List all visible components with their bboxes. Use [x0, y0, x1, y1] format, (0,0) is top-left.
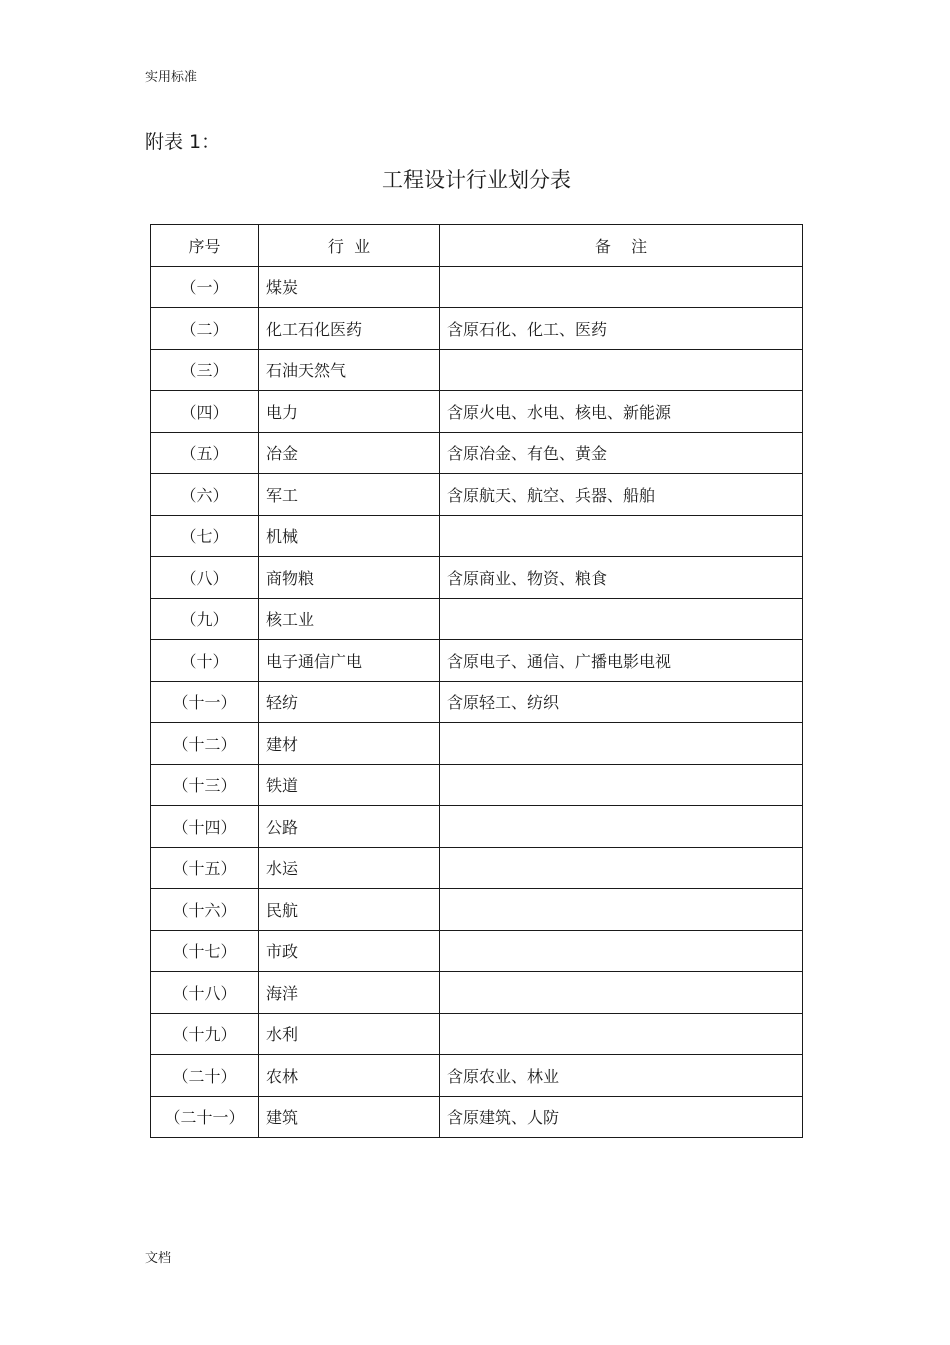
table-row — [151, 889, 803, 931]
cell-seq: （十六） — [151, 889, 259, 931]
table-row — [151, 1055, 803, 1097]
cell-seq: （十七） — [151, 930, 259, 972]
page-header: 实用标准 — [145, 70, 198, 85]
cell-industry: 电子通信广电 — [259, 640, 440, 682]
cell-seq: （十五） — [151, 847, 259, 889]
cell-seq: （十三） — [151, 764, 259, 806]
cell-note — [440, 723, 803, 765]
table-row — [151, 764, 803, 806]
table-row — [151, 847, 803, 889]
cell-industry: 铁道 — [259, 764, 440, 806]
cell-note — [440, 972, 803, 1014]
table-row — [151, 1096, 803, 1138]
cell-industry: 军工 — [259, 474, 440, 516]
cell-industry: 煤炭 — [259, 266, 440, 308]
table-row — [151, 972, 803, 1014]
table-row — [151, 474, 803, 516]
cell-seq: （五） — [151, 432, 259, 474]
cell-seq: （十八） — [151, 972, 259, 1014]
cell-note: 含原建筑、人防 — [440, 1096, 803, 1138]
cell-note — [440, 806, 803, 848]
table-row — [151, 1013, 803, 1055]
cell-industry: 海洋 — [259, 972, 440, 1014]
header-seq: 序号 — [151, 225, 259, 267]
cell-note — [440, 598, 803, 640]
cell-industry: 机械 — [259, 515, 440, 557]
cell-seq: （二十） — [151, 1055, 259, 1097]
cell-seq: （七） — [151, 515, 259, 557]
appendix-label: 附表 1： — [145, 131, 221, 153]
cell-note: 含原航天、航空、兵器、船舶 — [440, 474, 803, 516]
cell-seq: （十） — [151, 640, 259, 682]
header-industry: 行 业 — [259, 225, 440, 267]
cell-seq: （六） — [151, 474, 259, 516]
page-footer: 文档 — [145, 1251, 172, 1266]
cell-industry: 核工业 — [259, 598, 440, 640]
cell-industry: 水利 — [259, 1013, 440, 1055]
cell-note: 含原冶金、有色、黄金 — [440, 432, 803, 474]
table-body — [151, 266, 803, 1138]
header-note: 备 注 — [440, 225, 803, 267]
table-row — [151, 598, 803, 640]
cell-note: 含原商业、物资、粮食 — [440, 557, 803, 599]
cell-note — [440, 764, 803, 806]
cell-note — [440, 515, 803, 557]
cell-industry: 建材 — [259, 723, 440, 765]
cell-seq: （九） — [151, 598, 259, 640]
cell-note: 含原电子、通信、广播电影电视 — [440, 640, 803, 682]
cell-note — [440, 349, 803, 391]
cell-note: 含原农业、林业 — [440, 1055, 803, 1097]
industry-table-container — [150, 224, 803, 1138]
cell-industry: 公路 — [259, 806, 440, 848]
cell-seq: （十四） — [151, 806, 259, 848]
cell-industry: 农林 — [259, 1055, 440, 1097]
table-header-row — [151, 225, 803, 267]
table-row — [151, 432, 803, 474]
table-row — [151, 349, 803, 391]
table-row — [151, 930, 803, 972]
cell-seq: （十二） — [151, 723, 259, 765]
cell-note — [440, 266, 803, 308]
cell-note — [440, 847, 803, 889]
cell-seq: （四） — [151, 391, 259, 433]
cell-industry: 冶金 — [259, 432, 440, 474]
table-row — [151, 557, 803, 599]
cell-note: 含原火电、水电、核电、新能源 — [440, 391, 803, 433]
cell-industry: 轻纺 — [259, 681, 440, 723]
table-row — [151, 723, 803, 765]
page-title: 工程设计行业划分表 — [382, 168, 571, 192]
cell-industry: 化工石化医药 — [259, 308, 440, 350]
cell-seq: （二） — [151, 308, 259, 350]
cell-note: 含原轻工、纺织 — [440, 681, 803, 723]
cell-note — [440, 889, 803, 931]
cell-seq: （一） — [151, 266, 259, 308]
table-row — [151, 640, 803, 682]
cell-industry: 民航 — [259, 889, 440, 931]
table-row — [151, 308, 803, 350]
cell-industry: 石油天然气 — [259, 349, 440, 391]
table-row — [151, 806, 803, 848]
cell-note: 含原石化、化工、医药 — [440, 308, 803, 350]
table-row — [151, 266, 803, 308]
cell-seq: （十九） — [151, 1013, 259, 1055]
cell-note — [440, 1013, 803, 1055]
table-row — [151, 391, 803, 433]
cell-industry: 商物粮 — [259, 557, 440, 599]
cell-industry: 市政 — [259, 930, 440, 972]
cell-industry: 建筑 — [259, 1096, 440, 1138]
cell-note — [440, 930, 803, 972]
cell-seq: （三） — [151, 349, 259, 391]
industry-classification-table — [150, 224, 803, 1138]
table-row — [151, 515, 803, 557]
table-row — [151, 681, 803, 723]
cell-seq: （二十一） — [151, 1096, 259, 1138]
cell-seq: （十一） — [151, 681, 259, 723]
cell-industry: 电力 — [259, 391, 440, 433]
cell-industry: 水运 — [259, 847, 440, 889]
cell-seq: （八） — [151, 557, 259, 599]
